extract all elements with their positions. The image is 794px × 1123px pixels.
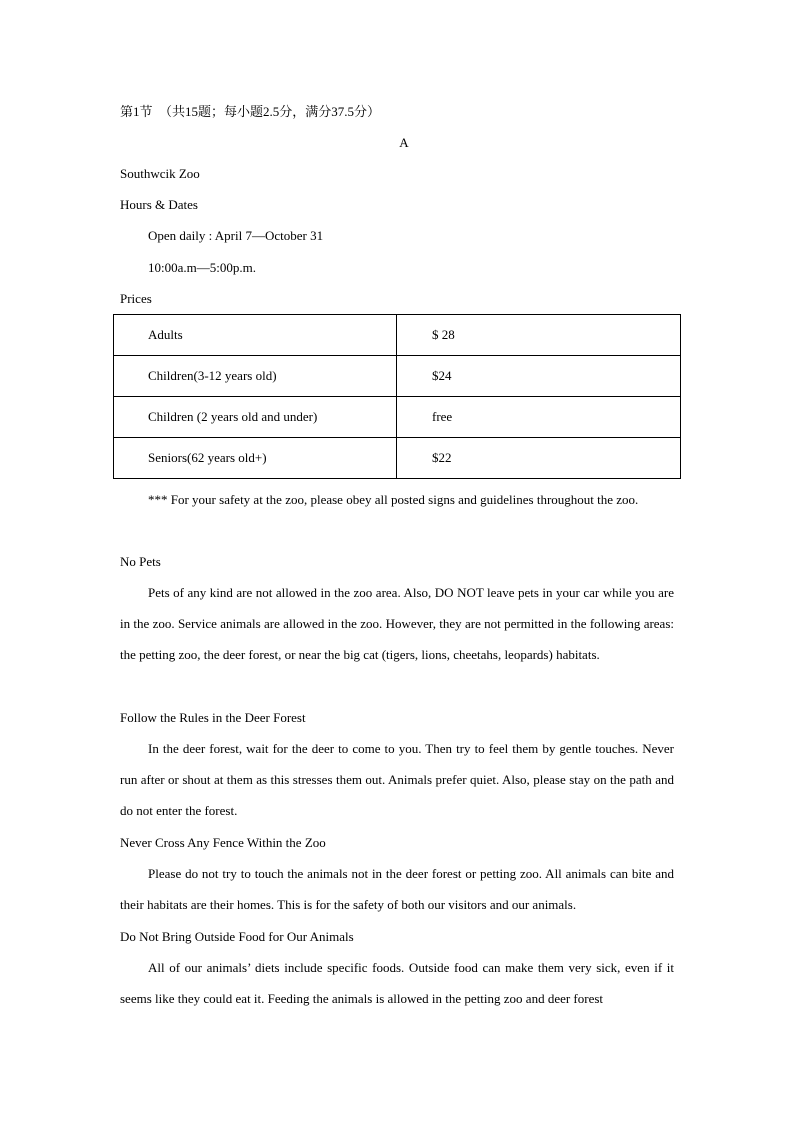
- price-value: $24: [397, 356, 681, 397]
- section-heading-outside-food: Do Not Bring Outside Food for Our Animals: [120, 929, 354, 944]
- safety-note: *** For your safety at the zoo, please obey all posted signs and guidelines throughout the zoo.: [148, 492, 639, 507]
- hours-heading: Hours & Dates: [120, 197, 198, 212]
- section-header: 第1节 （共15题；每小题2.5分，满分37.5分）: [120, 104, 381, 119]
- prices-table: [113, 314, 681, 479]
- price-value: free: [397, 397, 681, 438]
- section-body-outside-food: All of our animals’ diets include specific foods. Outside food can make them very sick, even if it seems like they could eat it. Feeding the animals is allowed in the petting zoo and deer forest: [120, 960, 674, 1007]
- table-row: [114, 438, 681, 479]
- zoo-name: Southwcik Zoo: [120, 166, 200, 181]
- table-row: [114, 356, 681, 397]
- price-category: Children (2 years old and under): [114, 397, 397, 438]
- section-heading-no-pets: No Pets: [120, 554, 161, 569]
- prices-heading: Prices: [120, 291, 152, 306]
- section-heading-deer-forest: Follow the Rules in the Deer Forest: [120, 710, 306, 725]
- price-category: Adults: [114, 315, 397, 356]
- price-category: Children(3-12 years old): [114, 356, 397, 397]
- section-body-fence: Please do not try to touch the animals not in the deer forest or petting zoo. All animals can bite and their habitats are their homes. This is for the safety of both our visitors and our animals.: [120, 866, 674, 913]
- section-body-no-pets: Pets of any kind are not allowed in the zoo area. Also, DO NOT leave pets in your car while you are in the zoo. Service animals are allowed in the zoo. However, they are not permitted in the following areas: the petting zoo, the deer forest, or near the big cat (tigers, lions, cheetahs, leopards) habitats.: [120, 585, 674, 663]
- price-category: Seniors(62 years old+): [114, 438, 397, 479]
- section-body-deer-forest: In the deer forest, wait for the deer to come to you. Then try to feel them by gentle touches. Never run after or shout at them as this stresses them out. Animals prefer quiet. Also, please stay on the path and do not enter the forest.: [120, 741, 674, 819]
- section-heading-fence: Never Cross Any Fence Within the Zoo: [120, 835, 326, 850]
- open-hours: 10:00a.m—5:00p.m.: [148, 260, 256, 275]
- open-dates: Open daily : April 7—October 31: [148, 228, 324, 243]
- passage-letter: A: [399, 135, 409, 150]
- price-value: $ 28: [397, 315, 681, 356]
- table-row: [114, 315, 681, 356]
- price-value: $22: [397, 438, 681, 479]
- table-row: [114, 397, 681, 438]
